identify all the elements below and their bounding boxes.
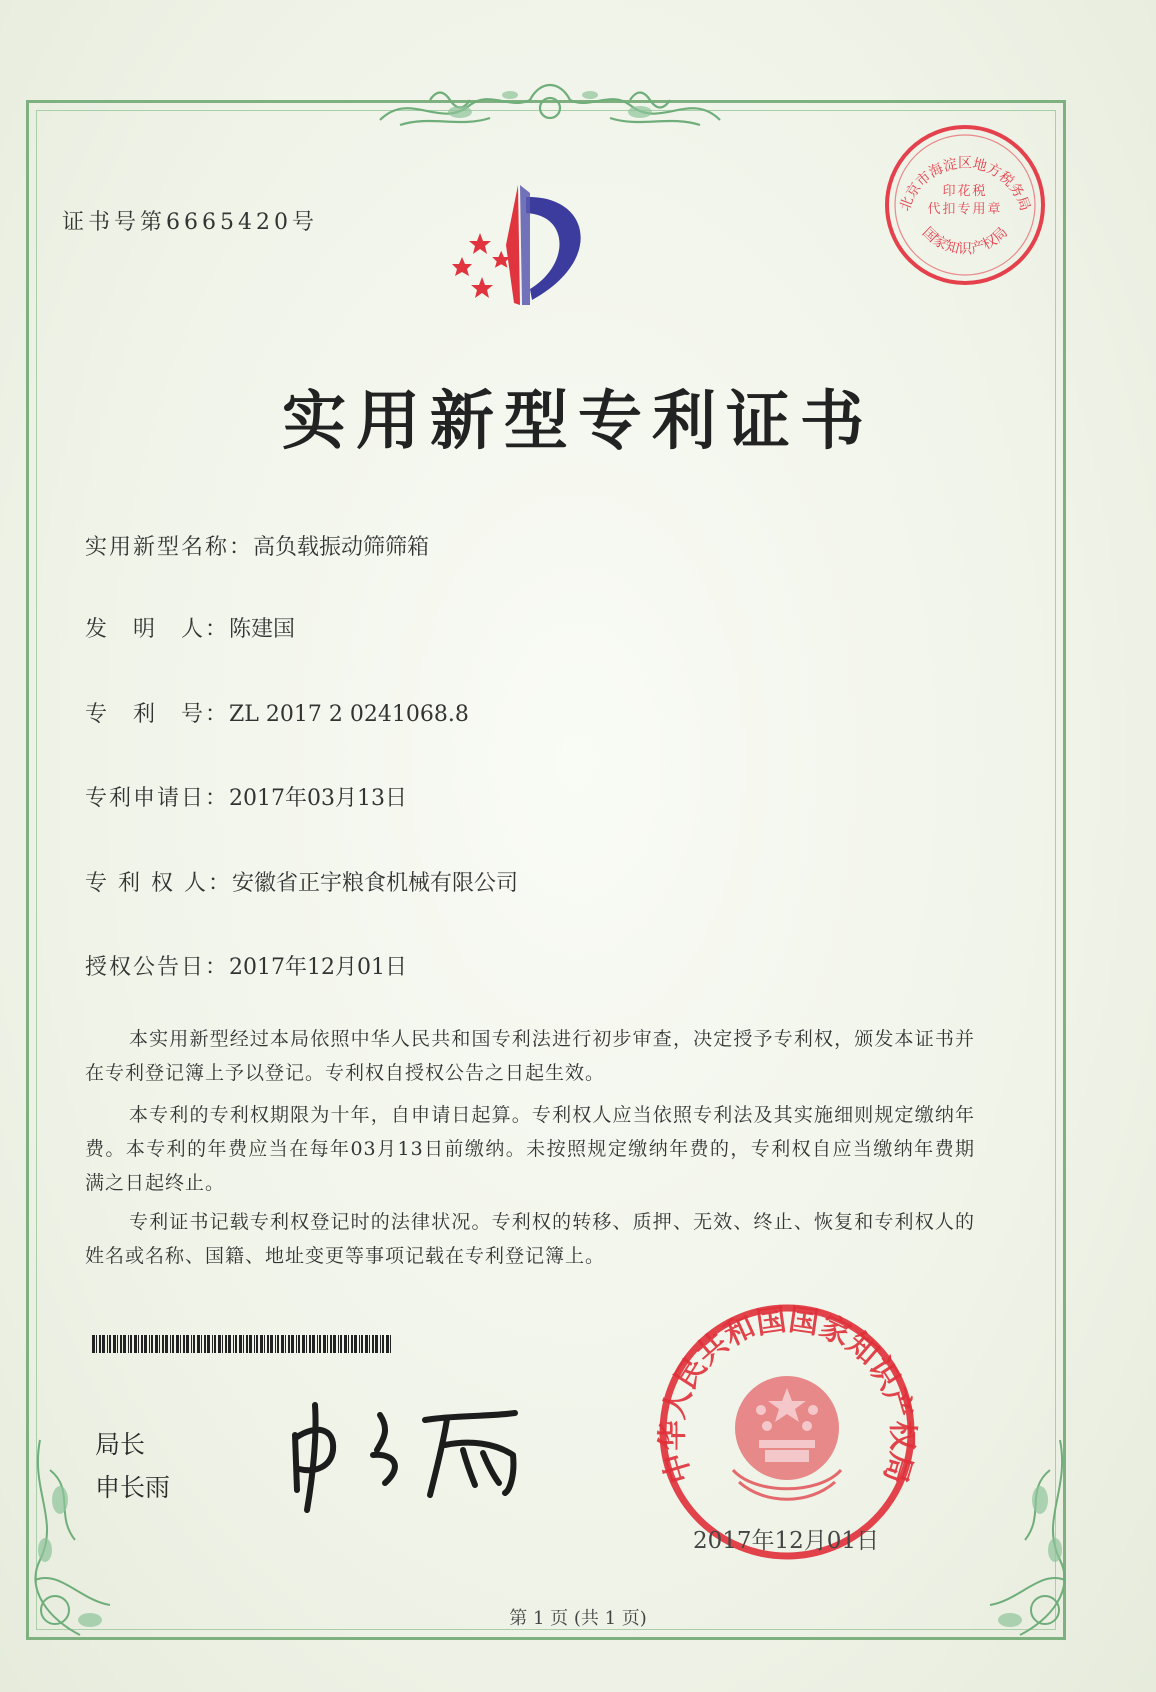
field-value: ZL 2017 2 0241068.8 xyxy=(229,702,469,727)
paragraph-grant-statement: 本实用新型经过本局依照中华人民共和国专利法进行初步审查，决定授予专利权，颁发本证书并在专利登记簿上予以登记。专利权自授权公告之日起生效。 xyxy=(85,1028,975,1084)
field-label: 实用新型名称： xyxy=(85,535,254,560)
field-application-date xyxy=(85,781,407,812)
field-utility-model-name xyxy=(85,530,429,561)
field-value: 高负载振动筛筛箱 xyxy=(253,535,430,560)
tax-stamp-bottom-text: 国家知识产权局 xyxy=(919,224,1011,258)
field-value: 陈建国 xyxy=(229,617,296,642)
field-grant-date xyxy=(85,950,407,981)
director-name: 申长雨 xyxy=(95,1473,171,1502)
field-patent-number xyxy=(85,697,469,728)
paragraph-legal-status: 专利证书记载专利权登记时的法律状况。专利权的转移、质押、无效、终止、恢复和专利权人的姓名或名称、国籍、地址变更等事项记载在专利登记簿上。 xyxy=(85,1211,975,1267)
field-patentee xyxy=(85,866,518,897)
field-value: 2017年12月01日 xyxy=(229,955,407,980)
field-label: 专 利 号： xyxy=(85,702,230,727)
seal-text: 中华人民共和国国家知识产权局 xyxy=(655,1302,920,1488)
field-label: 授权公告日： xyxy=(85,955,230,980)
field-inventor xyxy=(85,612,295,643)
field-label: 发 明 人： xyxy=(85,617,230,642)
field-label: 专利申请日： xyxy=(85,786,230,811)
top-ornament-icon xyxy=(370,70,730,140)
patent-office-logo-icon xyxy=(440,185,640,325)
director-title: 局长 xyxy=(95,1430,146,1459)
tax-stamp-outer-text: 北京市海淀区地方税务局 xyxy=(897,155,1033,214)
barcode-icon xyxy=(92,1335,392,1353)
handwritten-signature-icon xyxy=(285,1395,545,1515)
tax-stamp-inner-text: 印花税 代扣专用章 xyxy=(927,184,1003,217)
page-title: 实用新型专利证书 xyxy=(282,384,874,459)
field-value: 安徽省正宇粮食机械有限公司 xyxy=(231,871,518,896)
svg-text:国家知识产权局 xyxy=(919,224,1011,257)
page-footer: 第 1 页 (共 1 页) xyxy=(509,1608,647,1629)
issue-date: 2017年12月01日 xyxy=(693,1528,880,1554)
paragraph-term-fees: 本专利的专利权期限为十年，自申请日起算。专利权人应当依照专利法及其实施细则规定缴纳年费。本专利的年费应当在每年03月13日前缴纳。未按照规定缴纳年费的，专利权自应当缴纳年费期满之日起终止。 xyxy=(85,1104,975,1194)
field-label: 专 利 权 人： xyxy=(85,871,232,896)
field-value: 2017年03月13日 xyxy=(229,786,407,811)
certificate-number: 证书号第6665420号 xyxy=(62,210,318,235)
